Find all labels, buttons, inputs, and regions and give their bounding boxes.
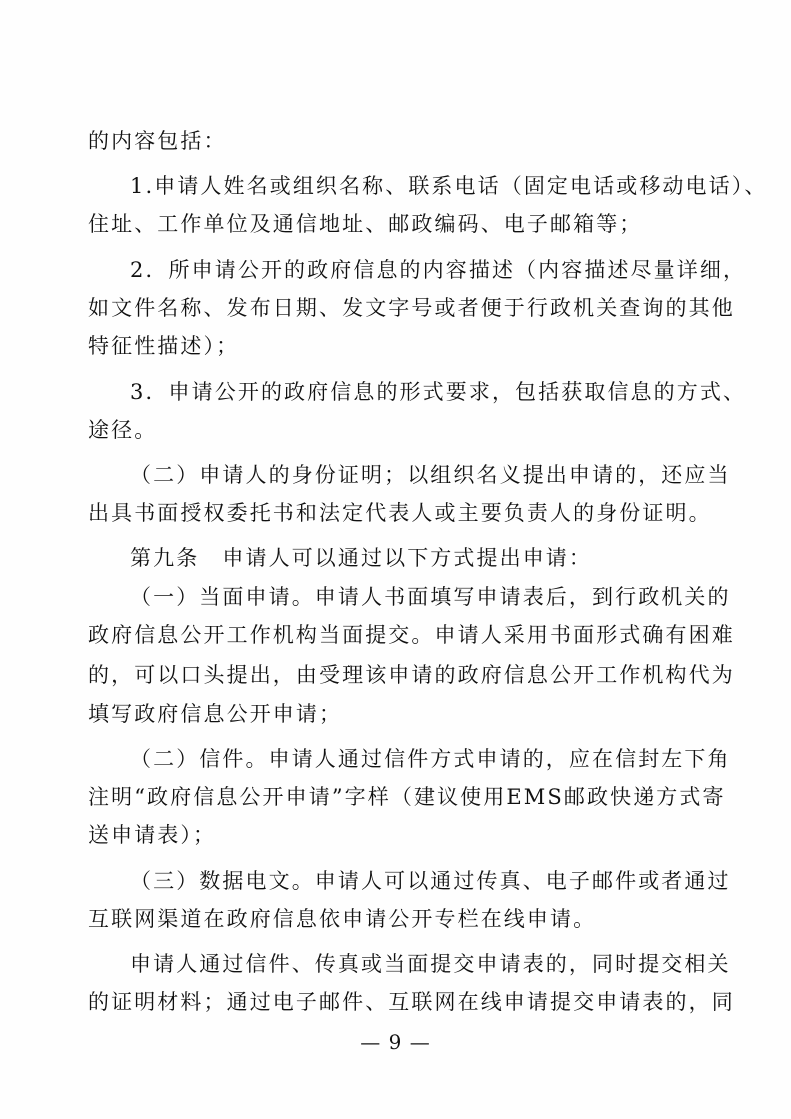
text-line: 2．所申请公开的政府信息的内容描述（内容描述尽量详细，	[130, 258, 747, 282]
text-line: 注明“政府信息公开申请”字样（建议使用EMS邮政快递方式寄	[88, 785, 726, 809]
text-line: 填写政府信息公开申请；	[88, 702, 343, 726]
text-line: 特征性描述）；	[88, 334, 240, 358]
text-line: 政府信息公开工作机构当面提交。申请人采用书面形式确有困难	[88, 623, 735, 647]
text-line: 出具书面授权委托书和法定代表人或主要负责人的身份证明。	[88, 501, 712, 525]
text-line: 的证明材料；通过电子邮件、互联网在线申请提交申请表的，同	[88, 990, 735, 1014]
text-line: 途径。	[88, 418, 158, 442]
page-number: — 9 —	[360, 1030, 431, 1054]
text-line: 如文件名称、发布日期、发文字号或者便于行政机关查询的其他	[88, 296, 735, 320]
article-heading: 第九条 申请人可以通过以下方式提出申请：	[130, 546, 592, 570]
text-line: 1.申请人姓名或组织名称、联系电话（固定电话或移动电话）、	[130, 174, 768, 198]
text-line: 3．申请公开的政府信息的形式要求，包括获取信息的方式、	[130, 380, 747, 404]
text-line: （二）申请人的身份证明；以组织名义提出申请的，还应当	[130, 463, 731, 487]
text-line: 的内容包括：	[88, 129, 227, 153]
text-line: 住址、工作单位及通信地址、邮政编码、电子邮箱等；	[88, 212, 643, 236]
text-line: （一）当面申请。申请人书面填写申请表后，到行政机关的	[130, 585, 731, 609]
text-line: （二）信件。申请人通过信件方式申请的，应在信封左下角	[130, 747, 731, 771]
text-line: 的，可以口头提出，由受理该申请的政府信息公开工作机构代为	[88, 663, 735, 687]
text-line: 互联网渠道在政府信息依申请公开专栏在线申请。	[88, 907, 597, 931]
text-line: 送申请表）；	[88, 823, 217, 847]
text-line: 申请人通过信件、传真或当面提交申请表的，同时提交相关	[130, 952, 731, 976]
text-line: （三）数据电文。申请人可以通过传真、电子邮件或者通过	[130, 869, 731, 893]
